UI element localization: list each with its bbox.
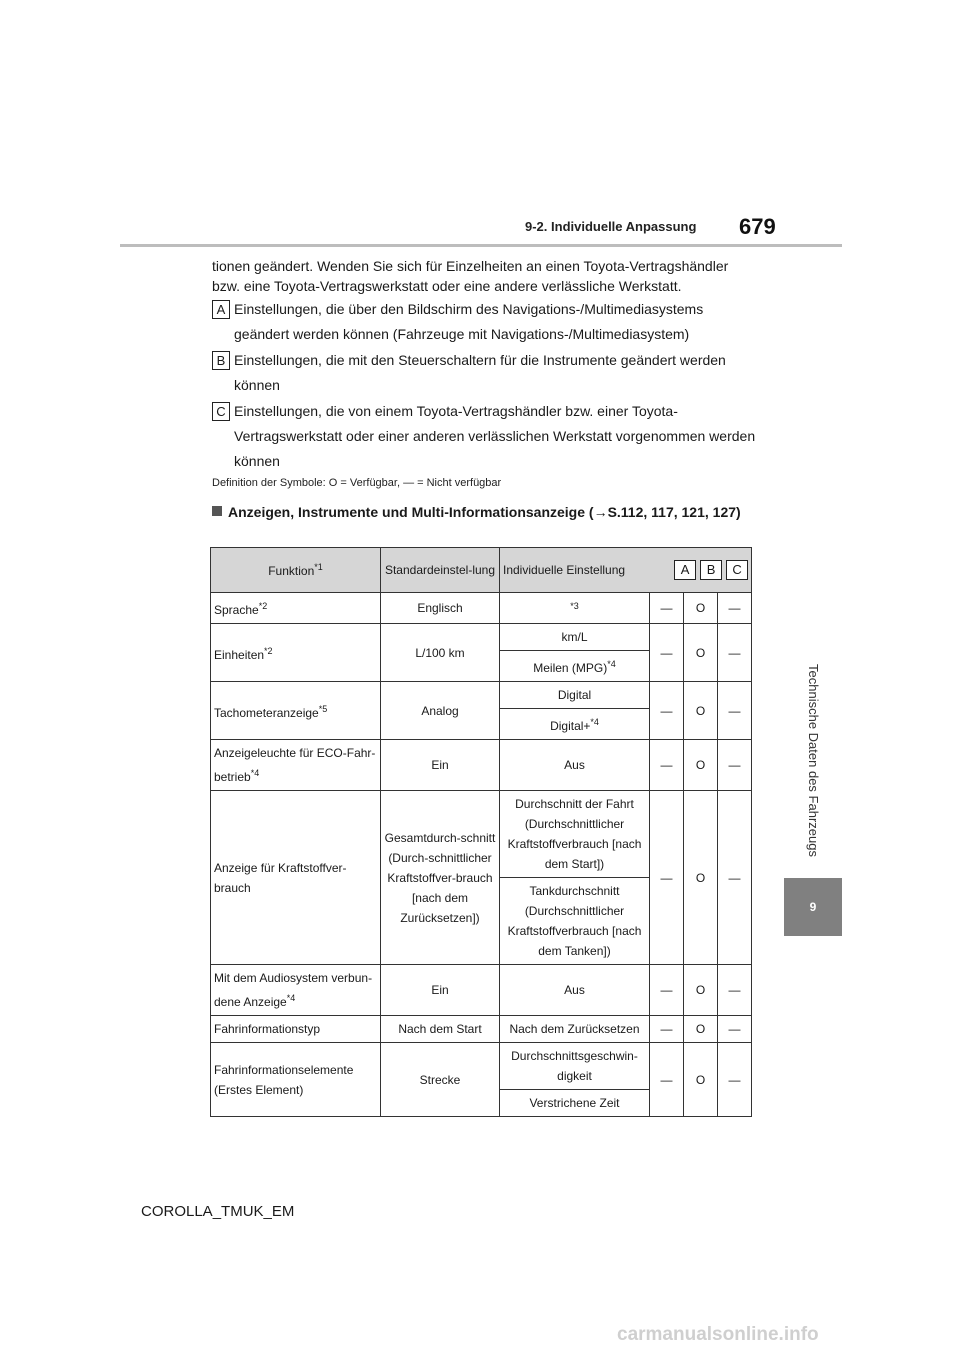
legend-item-c [212, 399, 757, 474]
cell-c: — [718, 1016, 752, 1043]
table-row [211, 593, 752, 624]
cell-individuell: Durchschnittsgeschwin-digkeit [500, 1043, 650, 1090]
table-header-row [211, 548, 752, 593]
legend-text-b: Einstellungen, die mit den Steuerschaltern für die Instrumente geändert werden können [234, 352, 726, 393]
col-funktion: Funktion$^{*1}$ [211, 548, 381, 593]
legend-item-b [212, 348, 757, 398]
cell-b: O [684, 1043, 718, 1117]
cell-c: — [718, 624, 752, 682]
cell-individuell: Tankdurchschnitt (Durchschnittlicher Kraftstoffverbrauch [nach dem Tanken]) [500, 878, 650, 965]
cell-standard: Ein [381, 740, 500, 791]
cell-b: O [684, 965, 718, 1016]
cell-funktion: Anzeigeleuchte für ECO-Fahr-betrieb$^{*4}$ [211, 740, 381, 791]
cell-c: — [718, 791, 752, 965]
cell-b: O [684, 791, 718, 965]
cell-funktion: Fahrinformationstyp [211, 1016, 381, 1043]
header-divider [120, 244, 842, 247]
cell-standard: Strecke [381, 1043, 500, 1117]
cell-c: — [718, 1043, 752, 1117]
cell-a: — [650, 1043, 684, 1117]
cell-a: — [650, 593, 684, 624]
section-title [212, 502, 752, 522]
table-row [211, 1016, 752, 1043]
cell-a: — [650, 740, 684, 791]
legend-item-a [212, 297, 757, 347]
table-row [211, 1043, 752, 1090]
col-standard: Standardeinstel-lung [381, 548, 500, 593]
symbol-definition: Definition der Symbole: O = Verfügbar, — = Nicht verfügbar [212, 477, 502, 489]
col-individuell [500, 548, 752, 593]
table-row [211, 682, 752, 709]
cell-c: — [718, 965, 752, 1016]
header-badge-b: B [700, 560, 722, 580]
legend-text-a: Einstellungen, die über den Bildschirm des Navigations-/Multimediasystems geändert werden können (Fahrzeuge mit Navigations-/Multimediasystem) [234, 301, 704, 342]
section-title-text: Anzeigen, Instrumente und Multi-Informationsanzeige (→S.112, 117, 121, 127) [228, 504, 741, 520]
settings-table [210, 547, 752, 1117]
cell-standard: Analog [381, 682, 500, 740]
cell-b: O [684, 624, 718, 682]
section-header: 9-2. Individuelle Anpassung [525, 219, 697, 234]
chapter-side-label: Technische Daten des Fahrzeugs [805, 663, 821, 857]
cell-individuell: Verstrichene Zeit [500, 1090, 650, 1117]
header-badge-a: A [674, 560, 696, 580]
page-number: 679 [739, 214, 776, 239]
chapter-side-tab [784, 640, 842, 880]
cell-b: O [684, 593, 718, 624]
cell-funktion: Sprache$^{*2}$ [211, 593, 381, 624]
cell-c: — [718, 682, 752, 740]
watermark: carmanualsonline.info [617, 1324, 819, 1345]
badge-b: B [212, 351, 230, 370]
cell-standard: Englisch [381, 593, 500, 624]
cell-individuell: Aus [500, 740, 650, 791]
cell-c: — [718, 740, 752, 791]
chapter-number-tab: 9 [784, 878, 842, 936]
legend-text-c: Einstellungen, die von einem Toyota-Vertragshändler bzw. einer Toyota-Vertragswerkstatt oder einer anderen verlässlichen Werkstatt vorgenommen werden können [234, 403, 756, 469]
cell-a: — [650, 965, 684, 1016]
cell-a: — [650, 791, 684, 965]
col-individuell-label: Individuelle Einstellung [503, 563, 626, 577]
header-badge-c: C [726, 560, 748, 580]
cell-funktion: Einheiten$^{*2}$ [211, 624, 381, 682]
cell-individuell: Nach dem Zurücksetzen [500, 1016, 650, 1043]
cell-individuell: Aus [500, 965, 650, 1016]
cell-standard: Gesamtdurch-schnitt (Durch-schnittlicher Kraftstoffver-brauch [nach dem Zurücksetzen]) [381, 791, 500, 965]
cell-standard: Ein [381, 965, 500, 1016]
cell-standard: Nach dem Start [381, 1016, 500, 1043]
cell-individuell: Digital+$^{*4}$ [500, 709, 650, 740]
document-code: COROLLA_TMUK_EM [141, 1203, 295, 1220]
table-row [211, 624, 752, 651]
square-bullet-icon [212, 506, 222, 516]
cell-b: O [684, 682, 718, 740]
cell-funktion: Mit dem Audiosystem verbun-dene Anzeige$^{*4}$ [211, 965, 381, 1016]
table-row [211, 791, 752, 878]
cell-individuell: *3 [500, 593, 650, 624]
cell-a: — [650, 624, 684, 682]
cell-b: O [684, 740, 718, 791]
cell-individuell: Durchschnitt der Fahrt (Durchschnittlicher Kraftstoffverbrauch [nach dem Start]) [500, 791, 650, 878]
table-row [211, 965, 752, 1016]
cell-b: O [684, 1016, 718, 1043]
cell-funktion: Tachometeranzeige$^{*5}$ [211, 682, 381, 740]
table-row [211, 740, 752, 791]
cell-individuell: Digital [500, 682, 650, 709]
badge-c: C [212, 402, 230, 421]
cell-standard: L/100 km [381, 624, 500, 682]
intro-paragraph: tionen geändert. Wenden Sie sich für Einzelheiten an einen Toyota-Vertragshändler bzw. eine Toyota-Vertragswerkstatt oder eine andere verlässliche Werkstatt. [212, 258, 729, 294]
cell-a: — [650, 1016, 684, 1043]
cell-individuell: Meilen (MPG)$^{*4}$ [500, 651, 650, 682]
cell-funktion: Fahrinformationselemente (Erstes Element) [211, 1043, 381, 1117]
cell-a: — [650, 682, 684, 740]
cell-individuell: km/L [500, 624, 650, 651]
cell-funktion: Anzeige für Kraftstoffver-brauch [211, 791, 381, 965]
cell-c: — [718, 593, 752, 624]
badge-a: A [212, 300, 230, 319]
